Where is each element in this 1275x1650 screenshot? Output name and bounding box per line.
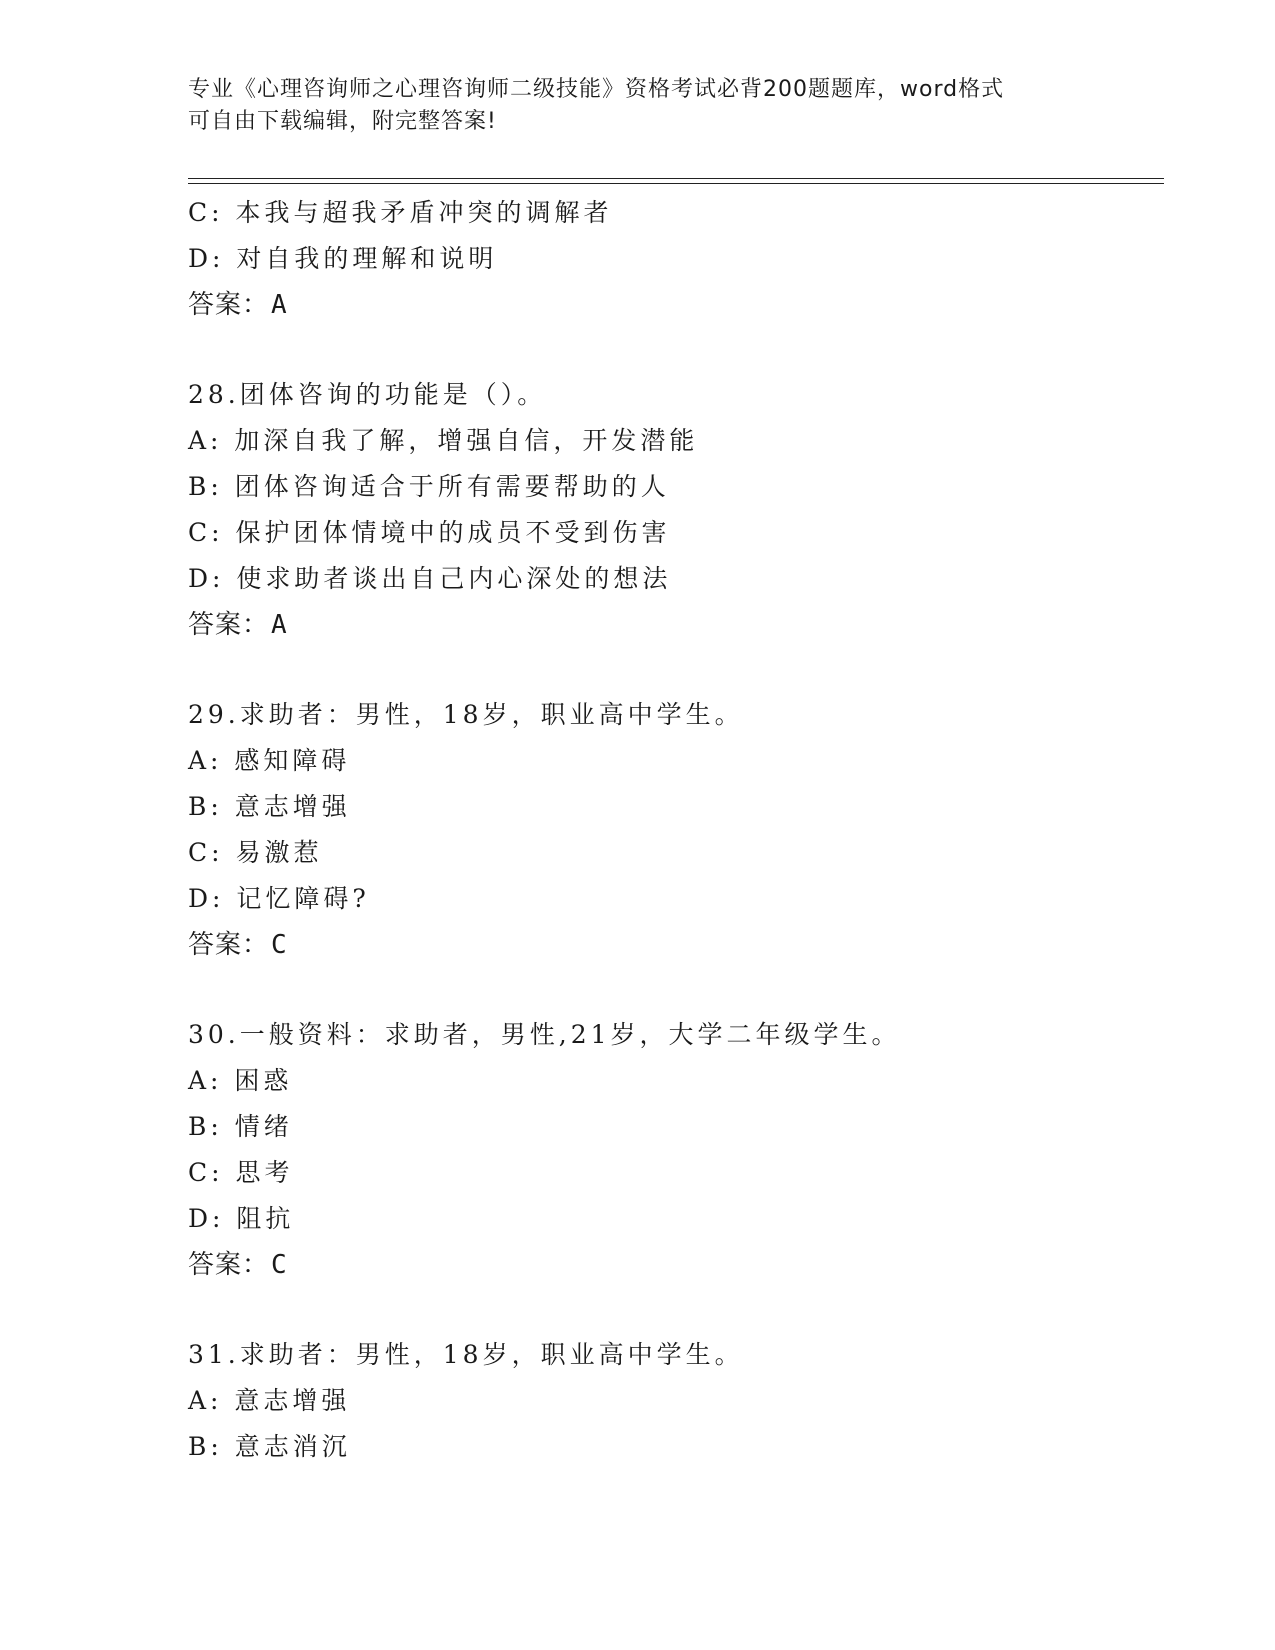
spacer: [188, 968, 1168, 1012]
spacer: [188, 328, 1168, 372]
option-a: A: 加深自我了解，增强自信，开发潜能: [188, 426, 699, 455]
option-a: A: 感知障碍: [188, 746, 351, 775]
question-29: [188, 692, 1168, 968]
answer-value: C: [271, 930, 288, 960]
question-30: [188, 1012, 1168, 1288]
answer-label: 答案：: [188, 610, 270, 640]
question-28: [188, 372, 1168, 648]
question-stem: 31.求助者：男性，18岁，职业高中学生。: [188, 1340, 744, 1369]
option-a: A: 意志增强: [188, 1386, 351, 1415]
question-stem: 30.一般资料：求助者，男性,21岁，大学二年级学生。: [188, 1020, 901, 1049]
option-a: A: 困惑: [188, 1066, 293, 1095]
question-27-continuation: [188, 190, 1168, 328]
option-b: B: 情绪: [188, 1112, 293, 1141]
option-c: C: 保护团体情境中的成员不受到伤害: [188, 518, 671, 547]
spacer: [188, 1288, 1168, 1332]
header-line-1: 专业《心理咨询师之心理咨询师二级技能》资格考试必背200题题库，word格式: [188, 77, 1005, 102]
option-c: C: 易激惹: [188, 838, 323, 867]
document-header: [188, 74, 1088, 138]
option-d: D: 记忆障碍?: [188, 884, 370, 913]
option-c: C: 本我与超我矛盾冲突的调解者: [188, 198, 613, 227]
answer-label: 答案：: [188, 930, 270, 960]
option-b: B: 团体咨询适合于所有需要帮助的人: [188, 472, 670, 501]
spacer: [188, 648, 1168, 692]
header-divider-top: [188, 178, 1164, 179]
header-divider-bottom: [188, 183, 1164, 184]
answer-line: [188, 1242, 1168, 1288]
question-31: [188, 1332, 1168, 1470]
answer-label: 答案：: [188, 290, 270, 320]
option-b: B: 意志消沉: [188, 1432, 351, 1461]
answer-line: [188, 922, 1168, 968]
answer-line: [188, 282, 1168, 328]
option-c: C: 思考: [188, 1158, 294, 1187]
answer-value: A: [271, 290, 288, 320]
question-stem: 28.团体咨询的功能是（）。: [188, 380, 547, 409]
question-list: [188, 190, 1168, 1470]
option-d: D: 对自我的理解和说明: [188, 244, 498, 273]
header-line-2: 可自由下载编辑，附完整答案!: [188, 109, 497, 134]
answer-value: A: [271, 610, 288, 640]
option-d: D: 阻抗: [188, 1204, 295, 1233]
option-d: D: 使求助者谈出自己内心深处的想法: [188, 564, 672, 593]
answer-label: 答案：: [188, 1250, 270, 1280]
answer-value: C: [271, 1250, 288, 1280]
answer-line: [188, 602, 1168, 648]
option-b: B: 意志增强: [188, 792, 351, 821]
question-stem: 29.求助者：男性，18岁，职业高中学生。: [188, 700, 744, 729]
